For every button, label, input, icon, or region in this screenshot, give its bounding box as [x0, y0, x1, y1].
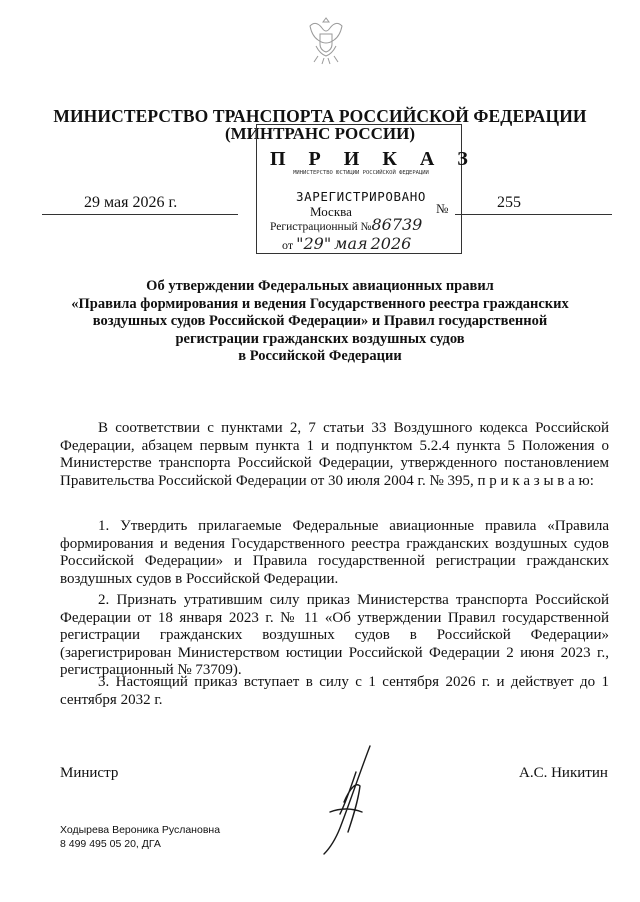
stamp-registered: ЗАРЕГИСТРИРОВАНО	[295, 189, 426, 204]
order-date: 29 мая 2026 г.	[84, 194, 178, 211]
item-2-text: 2. Признать утратившим силу приказ Министерства транспорта Российской Федерации от 18 января 2023 г. № 11 «Об утверждении Правил государственной регистрации гражданских воздушных судов в Российской Федерации» (зарегистрирован Министерством юстиции Российской Федерации 2 июня 2023 г., регистрационный № 73709).	[60, 592, 609, 678]
order-number-sign: №	[436, 201, 449, 216]
title-line: в Российской Федерации	[238, 348, 402, 364]
item-3-text: 3. Настоящий приказ вступает в силу с 1 сентября 2026 г. и действует до 1 сентября 2032 г.	[60, 674, 609, 708]
title-line: Об утверждении Федеральных авиационных правил	[146, 278, 494, 294]
coat-of-arms-emblem	[302, 12, 350, 68]
stamp-date-day: "29"	[296, 234, 332, 253]
item-1-paragraph	[60, 518, 609, 588]
title-line: «Правила формирования и ведения Государственного реестра гражданских	[71, 295, 569, 312]
order-city: Москва	[310, 204, 352, 219]
stamp-reg-number	[270, 215, 422, 234]
item-1-text: 1. Утвердить прилагаемые Федеральные авиационные правила «Правила формирования и ведения Государственного реестра гражданских воздушных судов Российской Федерации» и Правила государственной регистрации гражданских воздушных судов в Российской Федерации.	[60, 518, 609, 587]
order-heading: П Р И К А З	[270, 148, 477, 170]
item-2-paragraph	[60, 592, 609, 680]
number-underline	[455, 214, 612, 215]
order-number: 255	[497, 194, 521, 211]
stamp-date	[282, 234, 411, 253]
ministry-name: МИНИСТЕРСТВО ТРАНСПОРТА РОССИЙСКОЙ ФЕДЕРАЦИИ	[53, 106, 587, 126]
title-line: регистрации гражданских воздушных судов	[175, 330, 465, 347]
stamp-date-year: 2026	[370, 234, 412, 253]
ministry-abbreviation: (МИНТРАНС РОССИИ)	[224, 124, 416, 143]
date-underline	[42, 214, 238, 215]
handwritten-signature	[300, 742, 390, 858]
stamp-date-month: мая	[334, 234, 368, 253]
preamble-text: В соответствии с пунктами 2, 7 статьи 33 Воздушного кодекса Российской Федерации, абзацем первым пункта 1 и подпунктом 5.2.4 пункта 5 Положения о Министерстве транспорта Российской Федерации, утвержденного постановлением Правительства Российской Федерации от 30 июля 2004 г. № 395, п р и к а з ы в а ю:	[60, 420, 609, 489]
stamp-reg-label: Регистрационный №	[270, 221, 372, 233]
signatory-name: А.С. Никитин	[519, 765, 608, 781]
executor-phone: 8 499 495 05 20, ДГА	[60, 838, 161, 850]
stamp-ministry-justice: МИНИСТЕРСТВО ЮСТИЦИИ РОССИЙСКОЙ ФЕДЕРАЦИИ	[293, 170, 429, 176]
stamp-reg-value: 86739	[371, 215, 423, 234]
stamp-date-prefix: от	[282, 238, 294, 252]
item-3-paragraph	[60, 674, 609, 709]
title-line: воздушных судов Российской Федерации» и Правил государственной	[92, 313, 548, 329]
signatory-title: Министр	[60, 765, 119, 781]
executor-name: Ходырева Вероника Руслановна	[60, 824, 221, 836]
preamble-paragraph	[60, 420, 609, 490]
document-title	[40, 278, 600, 366]
